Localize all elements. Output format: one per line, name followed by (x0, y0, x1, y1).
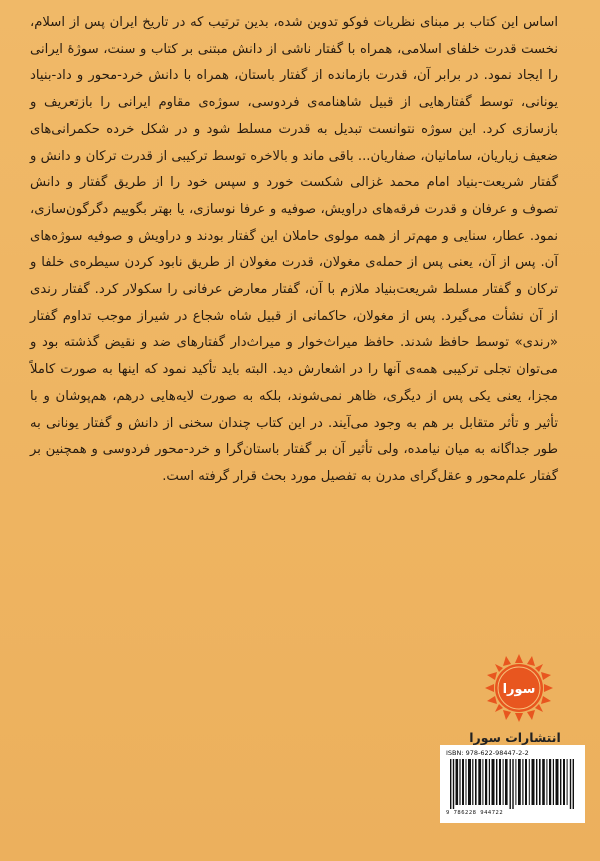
blurb-paragraph: اساس این کتاب بر مبنای نظریات فوکو تدوین شده، بدین ترتیب که در تاریخ ایران پس از اسلام، نخست قدرت خلفای اسلامی، همراه با گفتار ناشی از دانش مبتنی بر کتاب و سنت، سوژهٔ ایرانی را ایجاد نمود. در برابر آن، قدرت بازمانده از گفتار باستان، همراه با دانش خرد-محور و داد-بنیاد یونانی، توسط گفتارهایی از قبیل شاهنامه‌ی فردوسی، سوژه‌ی مقاوم ایرانی را بازتعریف و بازسازی کرد. این سوژه نتوانست تبدیل به قدرت مسلط شود و در شکل خرده حکمرانی‌های ضعیف زیاریان، سامانیان، صفاریان... باقی ماند و بالاخره توسط ترکیبی از قدرت ترکان و دانش و گفتار شریعت-بنیاد امام محمد غزالی شکست خورد و سپس خود را از طریق گفتار و دانش تصوف و عرفان و قدرت فرقه‌های دراویش، صوفیه و عرفا نوسازی، یا بهتر بگوییم دگرگون‌سازی، نمود. عطار، سنایی و مهم‌تر از همه مولوی حاملان این گفتار بودند و دراویش و صوفیه سوژه‌های آن. پس از آن، یعنی پس از حمله‌ی مغولان، قدرت مغولان از طریق نابود کردن سیطره‌ی خلفا و ترکان و گفتار مسلط شریعت‌بنیاد ملازم با آن، گفتار معارض عرفانی را سکولار کرد. گفتار رندی از آن نشأت می‌گیرد. پس از مغولان، حاکمانی از قبیل شاه شجاع در شیراز موجب تداوم گفتار «رندی» توسط حافظ شدند. حافظ میراث‌خوار و میراث‌دار گفتارهای ضد و نقیض گذشته بود و می‌توان تجلی ترکیبی همه‌ی آنها را در اشعارش دید. البته باید تأکید نمود که اینها به صورت کاملاً مجزا، یعنی یکی پس از دیگری، ظاهر نمی‌شوند، بلکه به صورت لایه‌هایی درهم، هم‌پوشان و با تأثیر و تأثر متقابل بر هم به وجود می‌آیند. در این کتاب چندان سخنی از دانش و گفتار یونانی به طور جداگانه به میان نیامده، ولی تأثیر آن بر گفتار باستان‌گرا و خرد-محور فردوسی و همچنین بر گفتار علم‌محور و عقل‌گرای مدرن به تفصیل مورد بحث قرار گرفته است. (30, 15, 558, 484)
barcode-icon (450, 759, 575, 809)
logo-text: سورا (502, 682, 536, 697)
barcode-digits: 9 786228 944722 (446, 810, 504, 816)
blurb-text (30, 10, 558, 491)
barcode-panel (440, 745, 585, 823)
publisher-logo (484, 653, 554, 723)
publisher-name: انتشارات سورا (469, 730, 561, 745)
isbn-label: ISBN: 978-622-98447-2-2 (446, 749, 529, 757)
